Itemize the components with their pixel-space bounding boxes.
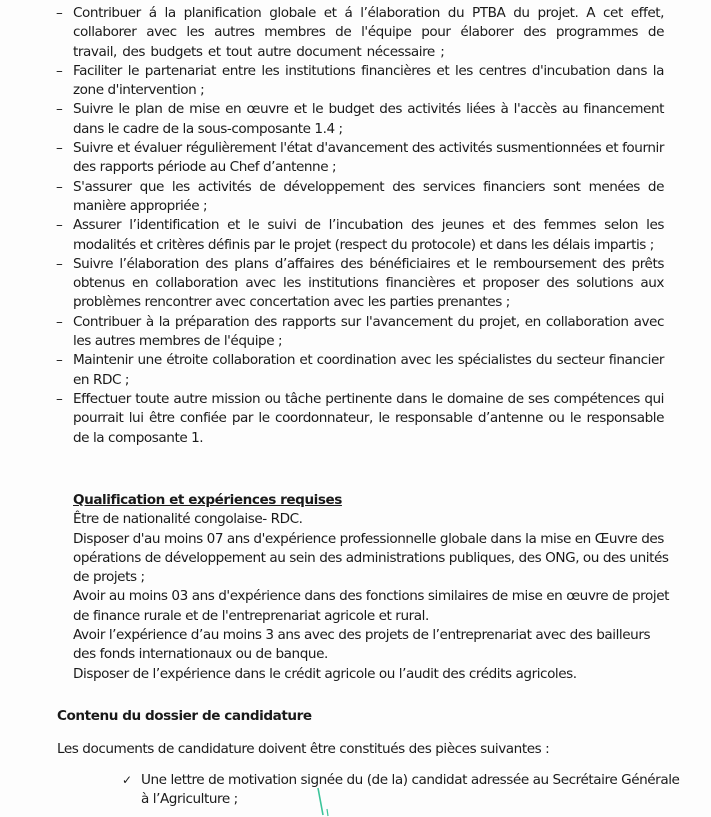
list-item: – Effectuer toute autre mission ou tâche pertinente dans le domaine de ses compétences qui pourrait lui être confiée par le coordonnateur, le responsable d’antenne ou le responsable de la composante 1. xyxy=(56,390,664,448)
qualifications-section xyxy=(73,491,673,684)
list-item: – Contribuer à la préparation des rapports sur l'avancement du projet, en collaboration avec les autres membres de l'équipe ; xyxy=(56,313,664,352)
dossier-intro: Les documents de candidature doivent être constitués des pièces suivantes : xyxy=(57,741,550,757)
dossier-heading: Contenu du dossier de candidature xyxy=(57,708,312,724)
qualification-line: Avoir au moins 03 ans d'expérience dans des fonctions similaires de mise en œuvre de projet de finance rurale et de l'entreprenariat agricole et rural. xyxy=(73,588,670,624)
list-item: – Suivre l’élaboration des plans d’affaires des bénéficiaires et le remboursement des prêts obtenus en collaboration avec les institutions financières et proposer des solutions aux problèmes rencontrer avec concertation avec les parties prenantes ; xyxy=(56,255,664,313)
list-item: – S'assurer que les activités de développement des services financiers sont menées de manière appropriée ; xyxy=(56,178,664,217)
dossier-checklist xyxy=(122,771,690,810)
checklist-item: ✓ Une lettre de motivation signée du (de la) candidat adressée au Secrétaire Générale à l’Agriculture ; xyxy=(122,771,690,810)
list-item: – Suivre le plan de mise en œuvre et le budget des activités liées à l'accès au financement dans le cadre de la sous-composante 1.4 ; xyxy=(56,100,664,139)
qualification-line: Avoir l’expérience d’au moins 3 ans avec des projets de l’entreprenariat avec des bailleurs des fonds internationaux ou de banque. xyxy=(73,627,651,663)
pen-annotation-mark xyxy=(317,787,329,817)
list-item: – Assurer l’identification et le suivi de l’incubation des jeunes et des femmes selon les modalités et critères définis par le projet (respect du protocole) et dans les délais impartis ; xyxy=(56,216,664,255)
qualification-line: Disposer de l’expérience dans le crédit agricole ou l’audit des crédits agricoles. xyxy=(73,665,577,682)
list-item: – Maintenir une étroite collaboration et coordination avec les spécialistes du secteur financier en RDC ; xyxy=(56,351,664,390)
qualification-line: Disposer d'au moins 07 ans d'expérience professionnelle globale dans la mise en Œuvre des opérations de développement au sein des administrations publiques, des ONG, ou des unités de projets ; xyxy=(73,530,669,586)
qualifications-heading: Qualification et expériences requises xyxy=(73,492,342,508)
list-item: – Contribuer á la planification globale et á l’élaboration du PTBA du projet. A cet effet, collaborer avec les autres membres de l'équipe pour élaborer des programmes de travail, des budgets et tout autre document nécessaire ; xyxy=(56,4,664,62)
list-item: – Faciliter le partenariat entre les institutions financières et les centres d'incubation dans la zone d'intervention ; xyxy=(56,62,664,101)
responsibilities-list xyxy=(56,4,664,448)
qualification-line: Être de nationalité congolaise- RDC. xyxy=(73,511,303,528)
list-item: – Suivre et évaluer régulièrement l'état d'avancement des activités susmentionnées et fournir des rapports période au Chef d’antenne ; xyxy=(56,139,664,178)
